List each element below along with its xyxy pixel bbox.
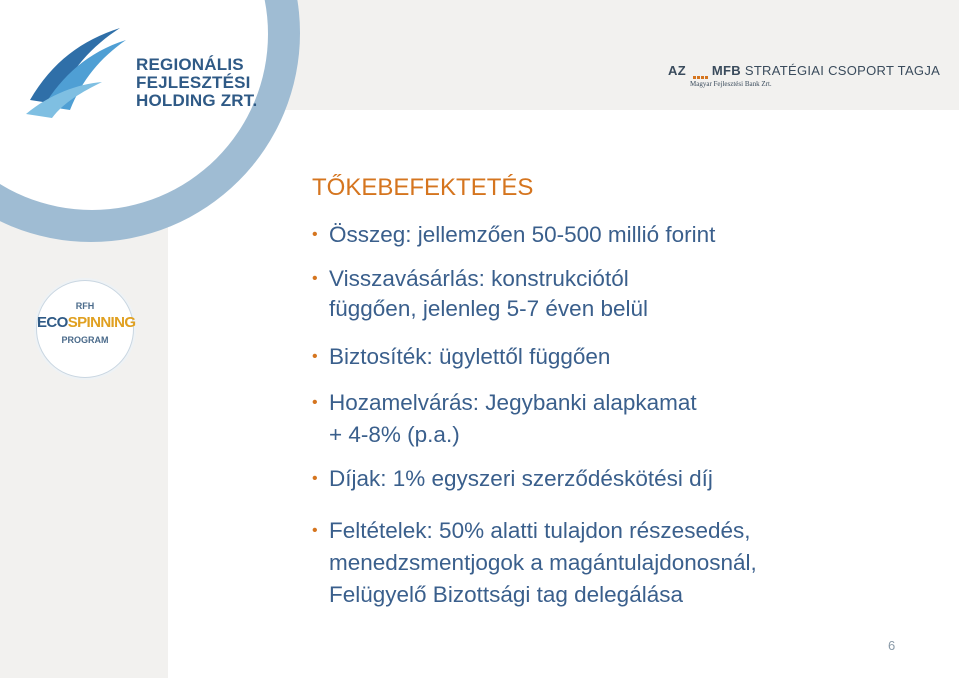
affiliation-prefix: AZ <box>668 63 686 78</box>
badge-main <box>37 314 136 331</box>
bullet-text: Visszavásárlás: konstrukciótól <box>329 266 629 291</box>
mfb-dots-icon <box>693 64 709 79</box>
bullet-dot-icon: • <box>312 270 318 287</box>
bullet-text: + 4-8% (p.a.) <box>329 422 460 447</box>
logo-line-3: HOLDING ZRT. <box>136 91 258 110</box>
badge-main-b: SPINNING <box>67 314 136 331</box>
page-number: 6 <box>888 638 896 653</box>
mfb-affiliation <box>668 63 941 93</box>
badge-top: RFH <box>75 301 95 311</box>
logo-line-1: REGIONÁLIS <box>136 55 244 74</box>
badge-main-a: ECO <box>37 314 68 331</box>
ecospinning-badge <box>36 280 134 378</box>
bullet-text: Feltételek: 50% alatti tulajdon részesedés, <box>329 518 751 543</box>
logo-line-2: FEJLESZTÉSI <box>136 73 251 92</box>
rfh-logo <box>22 22 258 122</box>
bullet-text: Díjak: 1% egyszeri szerződéskötési díj <box>329 466 713 491</box>
wave-logo-icon <box>22 22 132 122</box>
bullet-text: Összeg: jellemzően 50-500 millió forint <box>329 222 716 247</box>
bullet-dot-icon: • <box>312 226 318 243</box>
bullet-text: Felügyelő Bizottsági tag delegálása <box>329 582 683 607</box>
bullet-dot-icon: • <box>312 522 318 539</box>
badge-bottom: PROGRAM <box>61 335 109 345</box>
affiliation-sub: Magyar Fejlesztési Bank Zrt. <box>690 80 772 88</box>
bullet-dot-icon: • <box>312 470 318 487</box>
bullet-dot-icon: • <box>312 394 318 411</box>
slide-title: TŐKEBEFEKTETÉS <box>312 174 534 201</box>
bullet-text: Biztosíték: ügylettől függően <box>329 344 611 369</box>
affiliation-suffix: STRATÉGIAI CSOPORT TAGJA <box>744 63 941 78</box>
bullet-dot-icon: • <box>312 348 318 365</box>
logo-wordmark <box>136 56 257 110</box>
bullet-text: menedzsmentjogok a magántulajdonosnál, <box>329 550 757 575</box>
affiliation-brand: MFB <box>711 63 741 78</box>
bullet-text: függően, jelenleg 5-7 éven belül <box>329 296 648 321</box>
bullet-text: Hozamelvárás: Jegybanki alapkamat <box>329 390 697 415</box>
